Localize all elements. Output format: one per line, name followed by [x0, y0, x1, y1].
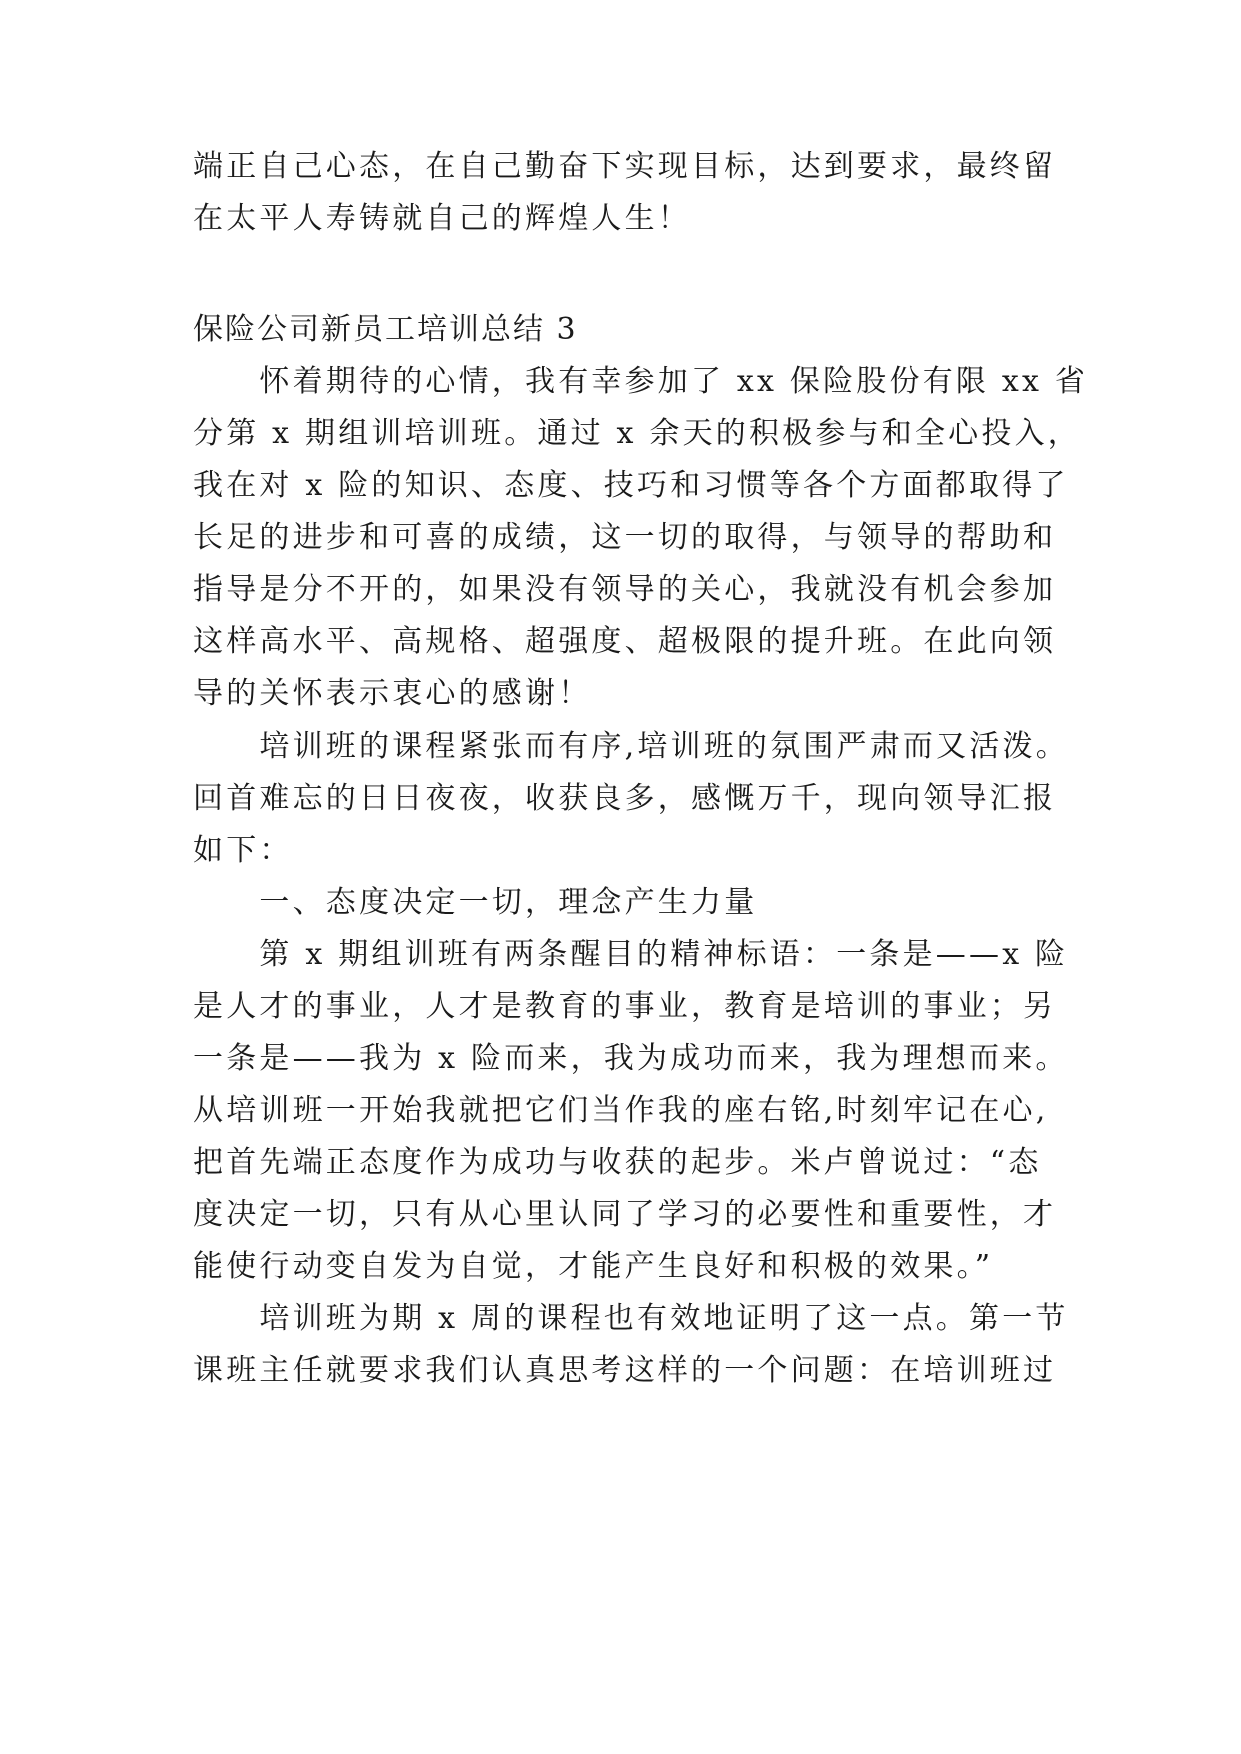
- text-line: 指导是分不开的，如果没有领导的关心，我就没有机会参加: [193, 572, 1057, 607]
- text-line: 一条是——我为 x 险而来，我为成功而来，我为理想而来。: [193, 1041, 1069, 1076]
- section-title: 保险公司新员工培训总结 3: [193, 312, 578, 347]
- text-line: 我在对 x 险的知识、态度、技巧和习惯等各个方面都取得了: [193, 468, 1069, 503]
- text-line: 把首先端正态度作为成功与收获的起步。米卢曾说过：“态: [193, 1145, 1042, 1180]
- text-line: 是人才的事业，人才是教育的事业，教育是培训的事业；另: [193, 989, 1057, 1024]
- text-line: 这样高水平、高规格、超强度、超极限的提升班。在此向领: [193, 624, 1057, 659]
- text-line: 课班主任就要求我们认真思考这样的一个问题：在培训班过: [193, 1353, 1057, 1388]
- text-line: 回首难忘的日日夜夜，收获良多，感慨万千，现向领导汇报: [193, 781, 1057, 816]
- text-line: 培训班为期 x 周的课程也有效地证明了这一点。第一节: [193, 1301, 1069, 1336]
- text-line: 培训班的课程紧张而有序,培训班的氛围严肃而又活泼。: [193, 729, 1069, 764]
- text-line: 度决定一切，只有从心里认同了学习的必要性和重要性，才: [193, 1197, 1057, 1232]
- text-line: 怀着期待的心情，我有幸参加了 xx 保险股份有限 xx 省: [193, 364, 1089, 399]
- text-line: 在太平人寿铸就自己的辉煌人生！: [193, 201, 691, 236]
- subheading: 一、态度决定一切，理念产生力量: [193, 885, 758, 920]
- text-line: 从培训班一开始我就把它们当作我的座右铭,时刻牢记在心,: [193, 1093, 1049, 1128]
- text-line: 端正自己心态，在自己勤奋下实现目标，达到要求，最终留: [193, 149, 1057, 184]
- text-line: 长足的进步和可喜的成绩，这一切的取得，与领导的帮助和: [193, 520, 1057, 555]
- text-line: 分第 x 期组训培训班。通过 x 余天的积极参与和全心投入，: [193, 416, 1081, 451]
- text-line: 能使行动变自发为自觉，才能产生良好和积极的效果。”: [193, 1249, 994, 1284]
- text-line: 如下：: [193, 833, 293, 868]
- text-line: 导的关怀表示衷心的感谢！: [193, 676, 592, 711]
- text-line: 第 x 期组训班有两条醒目的精神标语：一条是——x 险: [193, 937, 1069, 972]
